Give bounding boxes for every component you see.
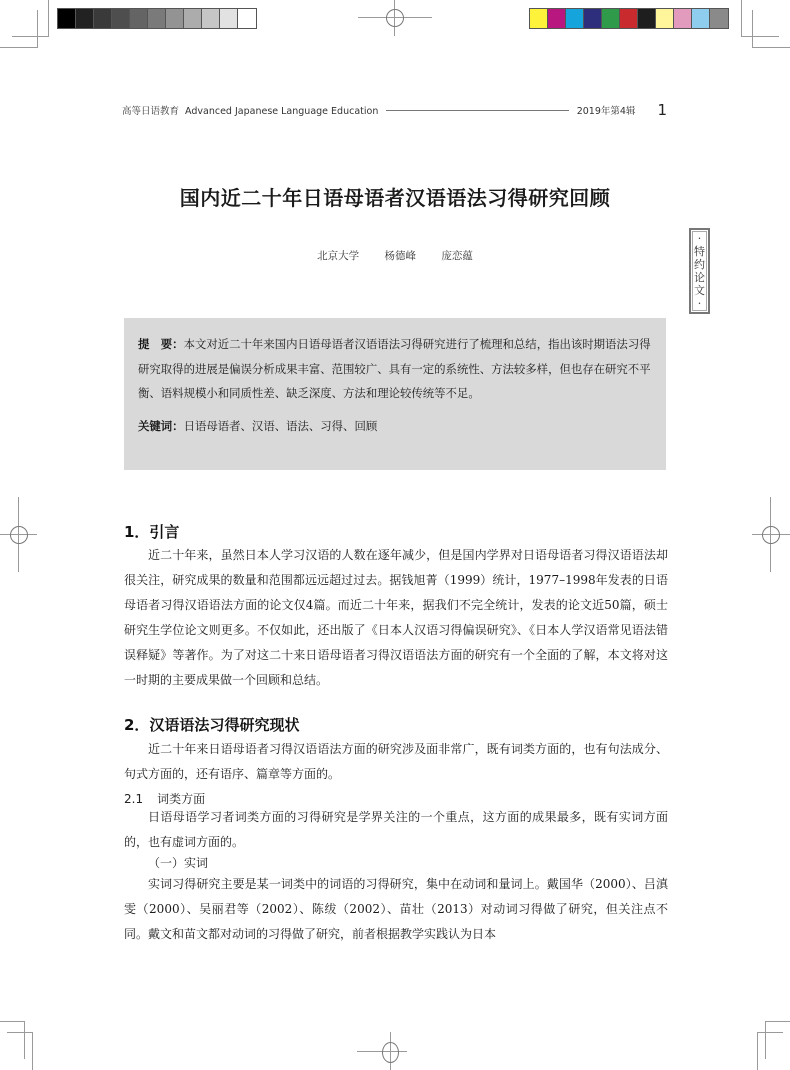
author-name: 庞恋蕴 — [441, 250, 473, 262]
calibration-swatch — [202, 9, 220, 28]
calibration-swatch — [620, 9, 638, 28]
issue-label: 2019年第4辑 — [576, 106, 636, 117]
subsection-number: 2.1 — [124, 792, 144, 806]
calibration-swatch — [656, 9, 674, 28]
section-heading: 2．汉语语法习得研究现状 — [124, 716, 300, 734]
calibration-swatch — [530, 9, 548, 28]
affiliation: 北京大学 — [317, 250, 360, 262]
running-head — [122, 101, 667, 119]
journal-name: 高等日语教育 Advanced Japanese Language Education — [122, 106, 379, 117]
calibration-swatch — [112, 9, 130, 28]
keywords-label: 关键词： — [138, 418, 184, 433]
subsection-title: 词类方面 — [157, 792, 206, 806]
calibration-swatch — [184, 9, 202, 28]
grayscale-calibration-bar — [57, 8, 257, 29]
calibration-swatch — [94, 9, 112, 28]
calibration-swatch — [710, 9, 728, 28]
tag-char: 约 — [694, 258, 705, 271]
paragraph: 近二十年来，虽然日本人学习汉语的人数在逐年减少，但是国内学界对日语母语者习得汉语语法却很关注，研究成果的数量和范围都远远超过过去。据钱旭菁（1999）统计，1977–1998年发表的日语母语者习得汉语语法方面的论文仅4篇。而近二十年来，据我们不完全统计，发表的论文近50篇，硕士研究生学位论文则更多。不仅如此，还出版了《日本人汉语习得偏误研究》、《日本人学汉语常见语法错误释疑》等著作。为了对这二十来日语母语者习得汉语语法方面的研究有一个全面的了解，本文将对这一时期的主要成果做一个回顾和总结。 — [124, 548, 668, 687]
special-article-tag — [689, 228, 710, 314]
calibration-swatch — [692, 9, 710, 28]
keywords — [138, 414, 652, 439]
page-number: 1 — [657, 101, 667, 119]
sub-heading: （一）实词 — [148, 856, 209, 870]
author-line — [0, 248, 790, 263]
abstract-box — [124, 318, 666, 470]
calibration-swatch — [220, 9, 238, 28]
tag-char: 特 — [694, 245, 705, 258]
abstract-text: 本文对近二十年来国内日语母语者汉语语法习得研究进行了梳理和总结，指出该时期语法习得研究取得的进展是偏误分析成果丰富、范围较广、具有一定的系统性、方法较多样，但也存在研究不平衡、语料规模小和同质性差、缺乏深度、方法和理论较传统等不足。 — [138, 337, 651, 400]
calibration-swatch — [584, 9, 602, 28]
article-title: 国内近二十年日语母语者汉语语法习得研究回顾 — [179, 186, 611, 210]
tag-char: · — [697, 232, 702, 245]
calibration-swatch — [148, 9, 166, 28]
tag-char: · — [697, 297, 702, 310]
calibration-swatch — [638, 9, 656, 28]
keywords-text: 日语母语者、汉语、语法、习得、回顾 — [183, 418, 378, 433]
paragraph: 实词习得研究主要是某一词类中的词语的习得研究，集中在动词和量词上。戴国华（2000）、吕滇雯（2000）、吴丽君等（2002）、陈绂（2002）、苗壮（2013）对动词习得做了研究，但关注点不同。戴文和苗文都对动词的习得做了研究，前者根据教学实践认为日本 — [124, 877, 668, 941]
paragraph: 日语母语学习者词类方面的习得研究是学界关注的一个重点，这方面的成果最多，既有实词方面的，也有虚词方面的。 — [124, 810, 668, 849]
section-heading: 1．引言 — [124, 523, 180, 541]
tag-char: 论 — [694, 271, 705, 284]
calibration-swatch — [58, 9, 76, 28]
abstract — [138, 332, 652, 406]
abstract-label: 提 要： — [138, 337, 184, 351]
tag-char: 文 — [694, 284, 705, 297]
calibration-swatch — [238, 9, 256, 28]
calibration-swatch — [130, 9, 148, 28]
author-name: 杨德峰 — [384, 250, 416, 262]
calibration-swatch — [166, 9, 184, 28]
calibration-swatch — [76, 9, 94, 28]
header-rule — [386, 110, 568, 111]
calibration-swatch — [674, 9, 692, 28]
calibration-swatch — [566, 9, 584, 28]
calibration-swatch — [602, 9, 620, 28]
calibration-swatch — [548, 9, 566, 28]
paragraph: 近二十年来日语母语者习得汉语语法方面的研究涉及面非常广，既有词类方面的，也有句法成分、句式方面的，还有语序、篇章等方面的。 — [124, 742, 668, 781]
color-calibration-bar — [529, 8, 729, 29]
